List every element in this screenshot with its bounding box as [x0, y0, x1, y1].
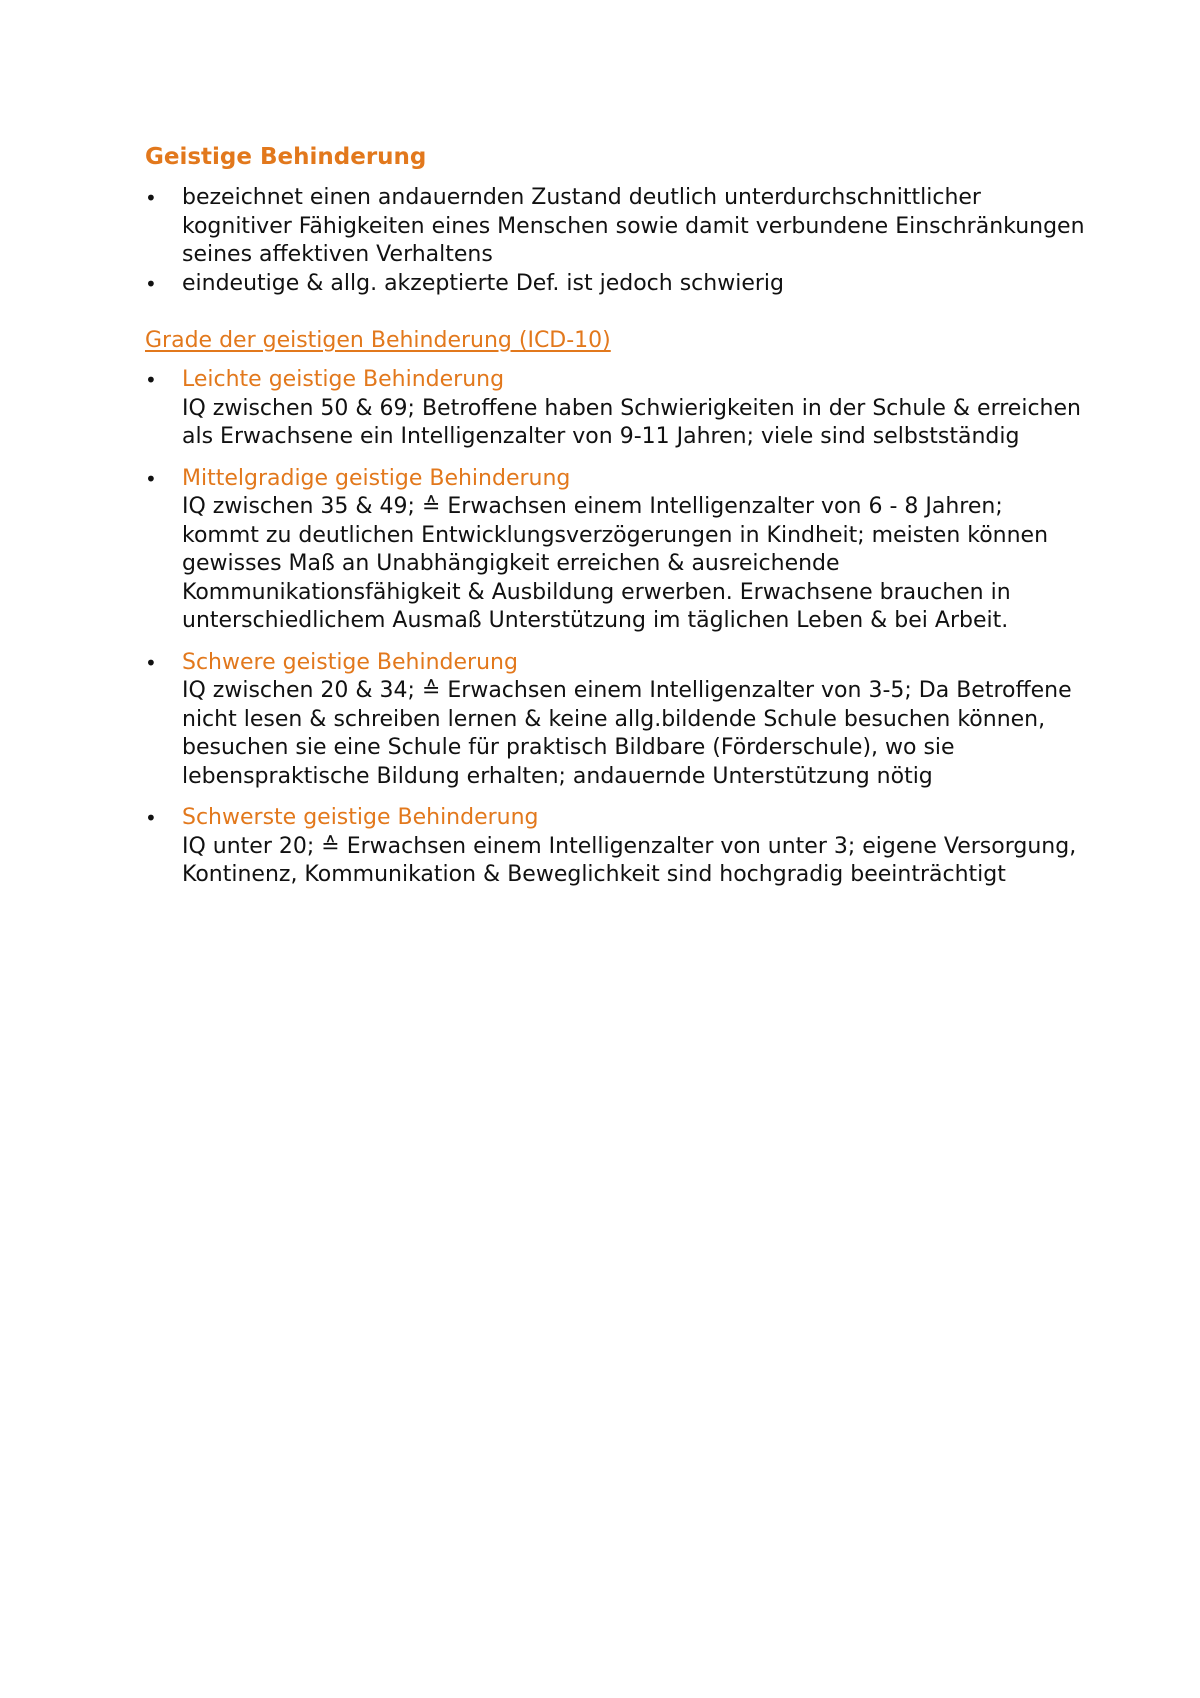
grade-item — [145, 804, 1085, 890]
grade-description: IQ zwischen 20 & 34; ≙ Erwachsen einem Intelligenzalter von 3-5; Da Betroffene nicht lesen & schreiben lernen & keine allg.bildende Schule besuchen können, besuchen sie eine Schule für praktisch Bildbare (Förderschule), wo sie lebenspraktische Bildung erhalten; andauernde Unterstützung nötig — [182, 678, 1072, 789]
grade-name: • Schwerste geistige Behinderung — [182, 805, 539, 830]
grade-name: • Mittelgradige geistige Behinderung — [182, 465, 571, 491]
definition-item: • eindeutige & allg. akzeptierte Def. ist jedoch schwierig — [145, 270, 1085, 299]
grade-name: • Schwere geistige Behinderung — [182, 649, 518, 675]
grade-item — [145, 465, 1085, 636]
document-title: Geistige Behinderung — [145, 144, 427, 170]
definition-item: • bezeichnet einen andauernden Zustand deutlich unterdurchschnittlicher kognitiver Fähigkeiten eines Menschen sowie damit verbundene Einschränkungen seines affektiven Verhaltens — [145, 184, 1085, 270]
grade-item — [145, 366, 1085, 452]
grades-subheading: Grade der geistigen Behinderung (ICD-10) — [145, 328, 611, 353]
grade-description: IQ zwischen 50 & 69; Betroffene haben Schwierigkeiten in der Schule & erreichen als Erwachsene ein Intelligenzalter von 9-11 Jahren; viele sind selbstständig — [182, 395, 1081, 449]
document-page — [145, 142, 1085, 903]
grade-name: • Leichte geistige Behinderung — [182, 367, 505, 392]
grade-description: IQ zwischen 35 & 49; ≙ Erwachsen einem Intelligenzalter von 6 - 8 Jahren; kommt zu deutlichen Entwicklungsverzögerungen in Kindheit; meisten können gewisses Maß an Unabhängigkeit erreichen & ausreichende Kommunikationsfähigkeit & Ausbildung erwerben. Erwachsene brauchen in unterschiedlichem Ausmaß Unterstützung im täglichen Leben & bei Arbeit. — [182, 494, 1049, 633]
definition-list — [145, 184, 1085, 298]
grade-description: IQ unter 20; ≙ Erwachsen einem Intelligenzalter von unter 3; eigene Versorgung, Kontinenz, Kommunikation & Beweglichkeit sind hochgradig beeinträchtigt — [182, 833, 1077, 887]
grades-list — [145, 366, 1085, 890]
grade-item — [145, 649, 1085, 792]
